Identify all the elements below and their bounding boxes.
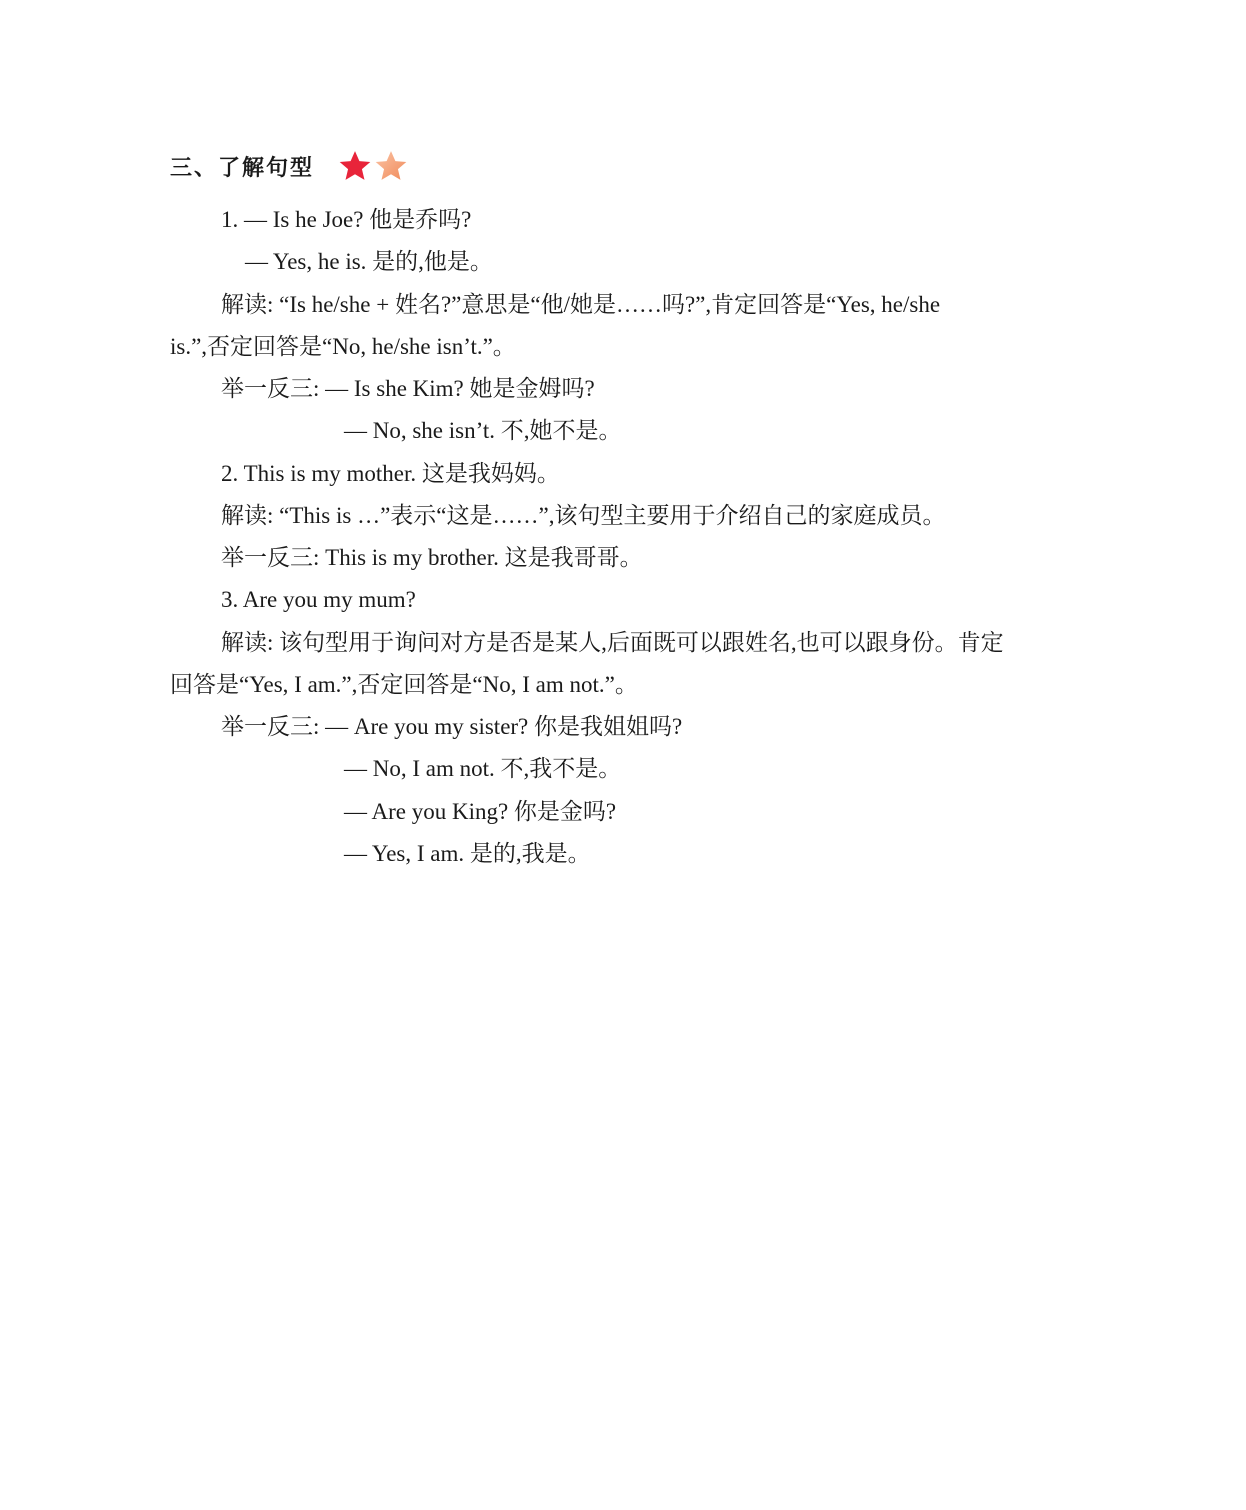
explanation-1-line-1: 解读: “Is he/she + 姓名?”意思是“他/她是……吗?”,肯定回答是“Yes, he/she: [221, 292, 941, 317]
section-heading: [170, 146, 408, 186]
practice-3-answer-2: — Yes, I am. 是的,我是。: [344, 841, 591, 866]
practice-3-question-1: 举一反三: — Are you my sister? 你是我姐姐吗?: [221, 714, 683, 739]
example-3-sentence: 3. Are you my mum?: [221, 587, 416, 612]
explanation-2: 解读: “This is …”表示“这是……”,该句型主要用于介绍自己的家庭成员。: [221, 503, 946, 528]
practice-3-question-2: — Are you King? 你是金吗?: [344, 799, 617, 824]
example-1-answer: — Yes, he is. 是的,他是。: [245, 249, 493, 274]
practice-1-answer: — No, she isn’t. 不,她不是。: [344, 418, 622, 443]
difficulty-rating: [338, 149, 408, 183]
example-2-sentence: 2. This is my mother. 这是我妈妈。: [221, 461, 560, 486]
explanation-1-line-2: is.”,否定回答是“No, he/she isn’t.”。: [170, 334, 516, 359]
explanation-3-line-1: 解读: 该句型用于询问对方是否是某人,后面既可以跟姓名,也可以跟身份。肯定: [221, 630, 1004, 655]
example-1-question: 1. — Is he Joe? 他是乔吗?: [221, 207, 472, 232]
explanation-3-line-2: 回答是“Yes, I am.”,否定回答是“No, I am not.”。: [170, 672, 638, 697]
red-star-icon: [338, 149, 372, 183]
section-title: 三、了解句型: [170, 155, 315, 181]
practice-1-question: 举一反三: — Is she Kim? 她是金姆吗?: [221, 376, 595, 401]
practice-3-answer-1: — No, I am not. 不,我不是。: [344, 756, 622, 781]
orange-star-icon: [374, 149, 408, 183]
practice-2: 举一反三: This is my brother. 这是我哥哥。: [221, 545, 643, 570]
